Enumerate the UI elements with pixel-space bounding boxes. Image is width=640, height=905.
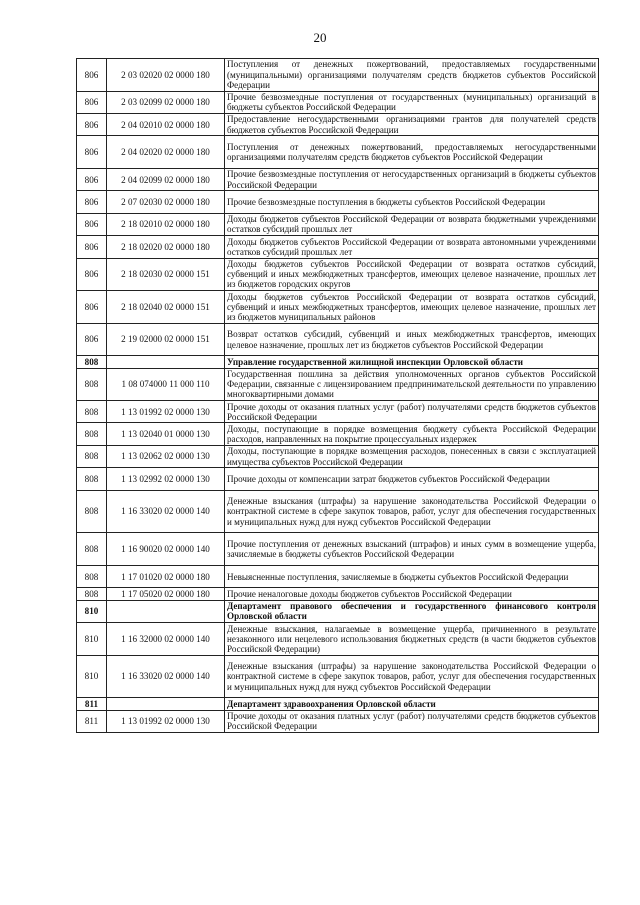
revenue-name-cell: Прочие доходы от оказания платных услуг (работ) получателями средств бюджетов субъектов Российской Федерации — [225, 710, 599, 732]
revenue-code-cell — [107, 600, 225, 622]
revenue-name-cell: Денежные взыскания (штрафы) за нарушение законодательства Российской Федерации о контрактной системе в сфере закупок товаров, работ, услуг для обеспечения государственных и муниципальных нужд для нужд субъектов Российской Федерации — [225, 655, 599, 698]
administrator-code-cell: 808 — [77, 401, 107, 423]
revenue-code-cell: 2 18 02020 02 0000 180 — [107, 236, 225, 258]
revenue-name-cell: Доходы бюджетов субъектов Российской Федерации от возврата бюджетными учреждениями остатков субсидий прошлых лет — [225, 213, 599, 235]
administrator-code-cell: 810 — [77, 655, 107, 698]
table-row — [77, 236, 599, 258]
revenue-name-cell: Предоставление негосударственными организациями грантов для получателей средств бюджетов субъектов Российской Федерации — [225, 113, 599, 135]
revenue-code-cell: 2 03 02020 02 0000 180 — [107, 59, 225, 92]
table-row — [77, 655, 599, 698]
revenue-name-cell: Прочие безвозмездные поступления от государственных (муниципальных) организаций в бюджеты субъектов Российской Федерации — [225, 91, 599, 113]
revenue-code-cell: 1 16 90020 02 0000 140 — [107, 533, 225, 566]
table-row — [77, 136, 599, 169]
revenue-code-cell: 2 04 02010 02 0000 180 — [107, 113, 225, 135]
revenue-name-cell: Государственная пошлина за действия уполномоченных органов субъектов Российской Федерации, связанные с лицензированием предпринимательской деятельности по управлению многоквартирными домами — [225, 368, 599, 401]
revenue-code-cell: 1 13 02040 01 0000 130 — [107, 423, 225, 445]
revenue-name-cell: Невыясненные поступления, зачисляемые в бюджеты субъектов Российской Федерации — [225, 566, 599, 588]
administrator-code-cell: 808 — [77, 490, 107, 533]
revenue-name-cell: Денежные взыскания (штрафы) за нарушение законодательства Российской Федерации о контрактной системе в сфере закупок товаров, работ, услуг для обеспечения государственных и муниципальных нужд для нужд субъектов Российской Федерации — [225, 490, 599, 533]
revenue-name-cell: Прочие безвозмездные поступления от негосударственных организаций в бюджеты субъектов Российской Федерации — [225, 168, 599, 190]
revenue-name-cell: Денежные взыскания, налагаемые в возмещение ущерба, причиненного в результате незаконного или нецелевого использования бюджетных средств (в части бюджетов субъектов Российской Федерации) — [225, 623, 599, 656]
table-row — [77, 710, 599, 732]
revenue-code-cell: 2 19 02000 02 0000 151 — [107, 323, 225, 356]
administrator-code-cell: 806 — [77, 191, 107, 213]
table-row — [77, 368, 599, 401]
table-row — [77, 213, 599, 235]
table-row — [77, 91, 599, 113]
table-row — [77, 623, 599, 656]
revenue-code-cell: 1 13 01992 02 0000 130 — [107, 710, 225, 732]
table-row — [77, 445, 599, 467]
administrator-name-cell: Управление государственной жилищной инспекции Орловской области — [225, 356, 599, 368]
administrator-code-cell: 810 — [77, 600, 107, 622]
revenue-code-cell: 2 03 02099 02 0000 180 — [107, 91, 225, 113]
revenue-code-cell: 1 13 02062 02 0000 130 — [107, 445, 225, 467]
table-row — [77, 291, 599, 324]
administrator-code-cell: 806 — [77, 168, 107, 190]
administrator-code-cell: 808 — [77, 368, 107, 401]
table-row — [77, 490, 599, 533]
table-row — [77, 59, 599, 92]
revenue-name-cell: Доходы бюджетов субъектов Российской Федерации от возврата автономными учреждениями остатков субсидий прошлых лет — [225, 236, 599, 258]
revenue-code-cell: 2 04 02020 02 0000 180 — [107, 136, 225, 169]
revenue-code-cell — [107, 356, 225, 368]
revenue-code-cell: 1 08 074000 11 000 110 — [107, 368, 225, 401]
administrator-code-cell: 808 — [77, 468, 107, 490]
revenue-name-cell: Возврат остатков субсидий, субвенций и иных межбюджетных трансфертов, имеющих целевое назначение, прошлых лет из бюджетов субъектов Российской Федерации — [225, 323, 599, 356]
administrator-code-cell: 806 — [77, 91, 107, 113]
table-row — [77, 258, 599, 291]
administrator-group-row — [77, 698, 599, 710]
revenue-code-cell: 2 18 02010 02 0000 180 — [107, 213, 225, 235]
table-row — [77, 323, 599, 356]
revenue-name-cell: Доходы, поступающие в порядке возмещения бюджету субъекта Российской Федерации расходов, направленных на покрытие процессуальных издержек — [225, 423, 599, 445]
table-row — [77, 191, 599, 213]
revenue-code-cell: 1 17 01020 02 0000 180 — [107, 566, 225, 588]
table-row — [77, 533, 599, 566]
revenue-code-cell: 1 13 01992 02 0000 130 — [107, 401, 225, 423]
revenue-name-cell: Прочие безвозмездные поступления в бюджеты субъектов Российской Федерации — [225, 191, 599, 213]
table-row — [77, 113, 599, 135]
administrator-code-cell: 808 — [77, 533, 107, 566]
administrator-code-cell: 808 — [77, 566, 107, 588]
revenue-name-cell: Прочие доходы от оказания платных услуг (работ) получателями средств бюджетов субъектов Российской Федерации — [225, 401, 599, 423]
administrator-code-cell: 806 — [77, 323, 107, 356]
table-row — [77, 566, 599, 588]
table-row — [77, 423, 599, 445]
revenue-code-cell: 2 18 02030 02 0000 151 — [107, 258, 225, 291]
administrator-code-cell: 808 — [77, 588, 107, 600]
administrator-code-cell: 806 — [77, 113, 107, 135]
administrator-name-cell: Департамент правового обеспечения и государственного финансового контроля Орловской области — [225, 600, 599, 622]
revenue-code-cell: 1 17 05020 02 0000 180 — [107, 588, 225, 600]
revenue-code-cell: 1 13 02992 02 0000 130 — [107, 468, 225, 490]
table-body — [77, 59, 599, 733]
revenue-name-cell: Прочие доходы от компенсации затрат бюджетов субъектов Российской Федерации — [225, 468, 599, 490]
table-row — [77, 468, 599, 490]
administrator-code-cell: 806 — [77, 136, 107, 169]
revenue-classification-table — [76, 58, 599, 733]
revenue-name-cell: Поступления от денежных пожертвований, предоставляемых государственными (муниципальными) организациями получателям средств бюджетов субъектов Российской Федерации — [225, 59, 599, 92]
page-number: 20 — [313, 30, 327, 45]
revenue-code-cell — [107, 698, 225, 710]
administrator-code-cell: 806 — [77, 213, 107, 235]
administrator-code-cell: 808 — [77, 356, 107, 368]
revenue-name-cell: Доходы, поступающие в порядке возмещения расходов, понесенных в связи с эксплуатацией имущества субъектов Российской Федерации — [225, 445, 599, 467]
administrator-code-cell: 811 — [77, 710, 107, 732]
administrator-code-cell: 808 — [77, 423, 107, 445]
revenue-name-cell: Прочие неналоговые доходы бюджетов субъектов Российской Федерации — [225, 588, 599, 600]
revenue-name-cell: Доходы бюджетов субъектов Российской Федерации от возврата остатков субсидий, субвенций и иных межбюджетных трансфертов, имеющих целевое назначение, прошлых лет из бюджетов городских округов — [225, 258, 599, 291]
administrator-code-cell: 806 — [77, 291, 107, 324]
administrator-code-cell: 806 — [77, 59, 107, 92]
administrator-group-row — [77, 356, 599, 368]
table-row — [77, 401, 599, 423]
administrator-group-row — [77, 600, 599, 622]
revenue-code-cell: 2 18 02040 02 0000 151 — [107, 291, 225, 324]
administrator-code-cell: 811 — [77, 698, 107, 710]
revenue-name-cell: Поступления от денежных пожертвований, предоставляемых негосударственными организациями получателям средств бюджетов субъектов Российской Федерации — [225, 136, 599, 169]
table-row — [77, 588, 599, 600]
revenue-name-cell: Доходы бюджетов субъектов Российской Федерации от возврата остатков субсидий, субвенций и иных межбюджетных трансфертов, имеющих целевое назначение, прошлых лет из бюджетов муниципальных районов — [225, 291, 599, 324]
revenue-code-cell: 2 07 02030 02 0000 180 — [107, 191, 225, 213]
administrator-code-cell: 806 — [77, 258, 107, 291]
revenue-code-cell: 1 16 32000 02 0000 140 — [107, 623, 225, 656]
table-row — [77, 168, 599, 190]
administrator-code-cell: 808 — [77, 445, 107, 467]
revenue-code-cell: 2 04 02099 02 0000 180 — [107, 168, 225, 190]
administrator-name-cell: Департамент здравоохранения Орловской области — [225, 698, 599, 710]
revenue-code-cell: 1 16 33020 02 0000 140 — [107, 655, 225, 698]
administrator-code-cell: 810 — [77, 623, 107, 656]
administrator-code-cell: 806 — [77, 236, 107, 258]
revenue-name-cell: Прочие поступления от денежных взысканий (штрафов) и иных сумм в возмещение ущерба, зачисляемые в бюджеты субъектов Российской Федерации — [225, 533, 599, 566]
revenue-code-cell: 1 16 33020 02 0000 140 — [107, 490, 225, 533]
